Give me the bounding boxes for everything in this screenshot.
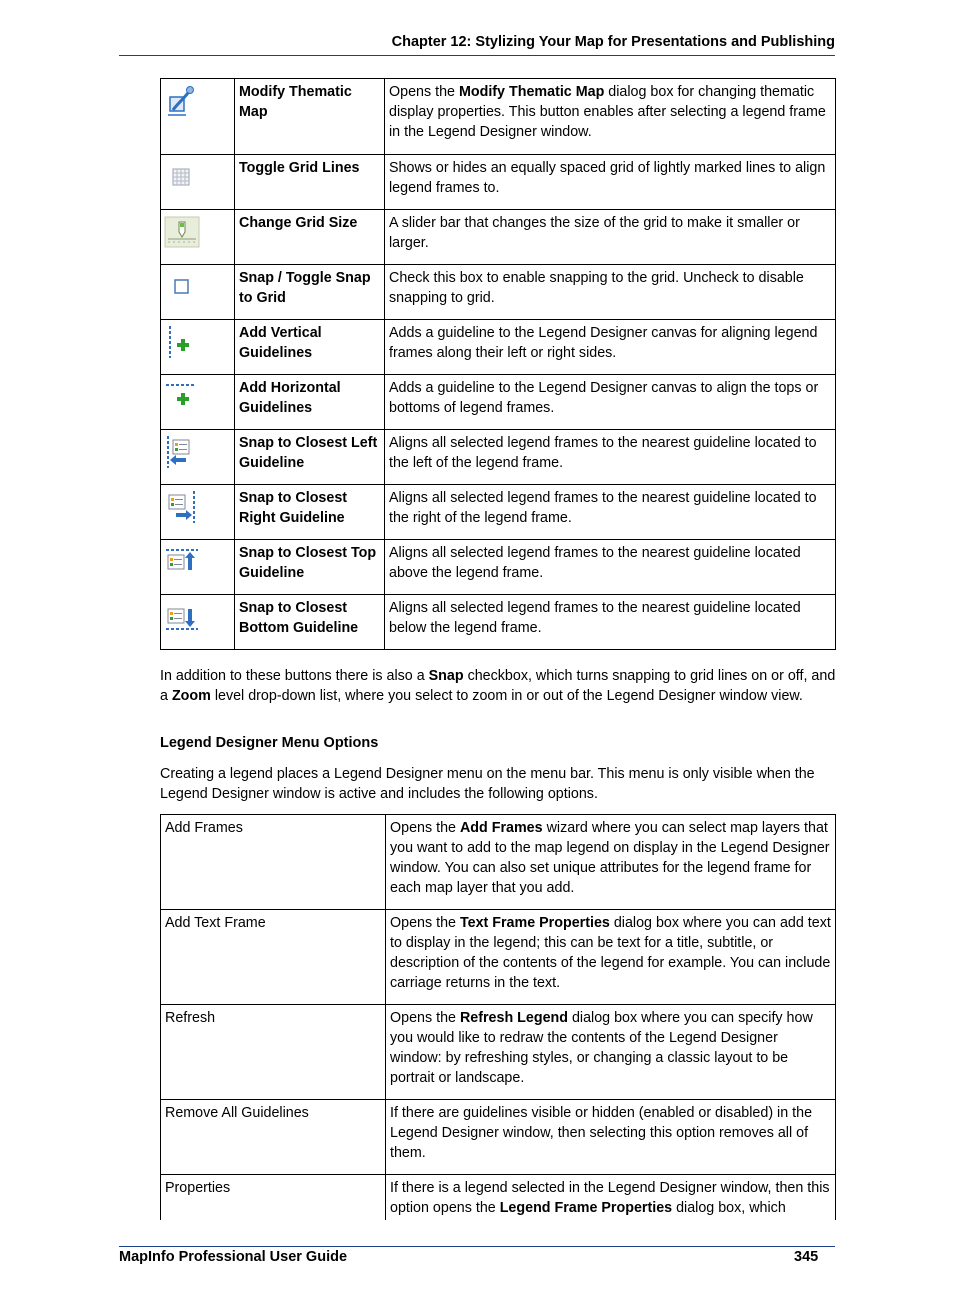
header-rule xyxy=(119,55,835,56)
table-row xyxy=(161,910,836,1005)
button-name: Snap to Closest Bottom Guideline xyxy=(235,595,385,650)
menu-option-name: Add Text Frame xyxy=(161,910,386,1005)
icon-cell xyxy=(161,265,235,320)
page-number: 345 xyxy=(794,1249,819,1265)
button-description: A slider bar that changes the size of the grid to make it smaller or larger. xyxy=(385,210,836,265)
menu-option-description: Opens the Refresh Legend dialog box where you can specify how you would like to redraw the contents of the Legend Designer window: by refreshing styles, or changing a classic layout to be portrait or landscape. xyxy=(386,1005,836,1100)
icon-cell xyxy=(161,320,235,375)
grid-icon xyxy=(164,159,200,195)
menu-option-name: Add Frames xyxy=(161,815,386,910)
vertical-guideline-icon xyxy=(164,324,200,360)
icon-cell xyxy=(161,155,235,210)
running-header: Chapter 12: Stylizing Your Map for Presentations and Publishing xyxy=(391,34,835,50)
button-name: Toggle Grid Lines xyxy=(235,155,385,210)
footer-title: MapInfo Professional User Guide xyxy=(119,1249,348,1265)
snap-right-icon xyxy=(164,489,200,525)
snap-left-icon xyxy=(164,434,200,470)
menu-option-name: Properties xyxy=(161,1175,386,1221)
table-row xyxy=(161,1005,836,1100)
menu-option-name: Refresh xyxy=(161,1005,386,1100)
menu-option-description: If there are guidelines visible or hidden (enabled or disabled) in the Legend Designer window, then selecting this option removes all of them. xyxy=(386,1100,836,1175)
menu-option-description: Opens the Add Frames wizard where you can select map layers that you want to add to the map legend on display in the Legend Designer window. You can also set unique attributes for the legend frame for each map layer that you add. xyxy=(386,815,836,910)
button-description: Shows or hides an equally spaced grid of lightly marked lines to align legend frames to. xyxy=(385,155,836,210)
section-heading: Legend Designer Menu Options xyxy=(160,735,379,751)
button-description: Opens the Modify Thematic Map dialog box for changing thematic display properties. This button enables after selecting a legend frame in the Legend Designer window. xyxy=(385,79,836,155)
table-row xyxy=(161,595,836,650)
table-row xyxy=(161,485,836,540)
button-description: Aligns all selected legend frames to the nearest guideline located below the legend frame. xyxy=(385,595,836,650)
button-description: Check this box to enable snapping to the grid. Uncheck to disable snapping to grid. xyxy=(385,265,836,320)
icon-cell xyxy=(161,485,235,540)
button-name: Change Grid Size xyxy=(235,210,385,265)
slider-icon xyxy=(164,214,200,250)
menu-option-description: If there is a legend selected in the Legend Designer window, then this option opens the Legend Frame Properties dialog box, which xyxy=(386,1175,836,1221)
table-row xyxy=(161,155,836,210)
table-row xyxy=(161,210,836,265)
icon-cell xyxy=(161,430,235,485)
horizontal-guideline-icon xyxy=(164,379,200,415)
table-row xyxy=(161,320,836,375)
button-description: Aligns all selected legend frames to the nearest guideline located to the left of the legend frame. xyxy=(385,430,836,485)
table-row xyxy=(161,79,836,155)
menu-intro-paragraph: Creating a legend places a Legend Designer menu on the menu bar. This menu is only visible when the Legend Designer window is active and includes the following options. xyxy=(160,766,815,802)
icon-cell xyxy=(161,210,235,265)
icon-cell xyxy=(161,540,235,595)
modify-thematic-icon xyxy=(164,83,200,119)
button-name: Snap to Closest Top Guideline xyxy=(235,540,385,595)
checkbox-icon xyxy=(164,269,200,305)
menu-options-table xyxy=(160,814,836,1220)
snap-bottom-icon xyxy=(164,599,200,635)
button-name: Add Horizontal Guidelines xyxy=(235,375,385,430)
snap-top-icon xyxy=(164,544,200,580)
table-row xyxy=(161,540,836,595)
button-name: Snap / Toggle Snap to Grid xyxy=(235,265,385,320)
menu-option-name: Remove All Guidelines xyxy=(161,1100,386,1175)
button-name: Snap to Closest Right Guideline xyxy=(235,485,385,540)
button-name: Add Vertical Guidelines xyxy=(235,320,385,375)
snap-zoom-paragraph: In addition to these buttons there is also a Snap checkbox, which turns snapping to grid lines on or off, and a Zoom level drop-down list, where you select to zoom in or out of the Legend Designer window view. xyxy=(160,668,836,704)
footer-rule xyxy=(119,1246,835,1247)
menu-option-description: Opens the Text Frame Properties dialog box where you can add text to display in the legend; this can be text for a title, subtitle, or description of the contents of the legend for example. You can include carriage returns in the text. xyxy=(386,910,836,1005)
table-row xyxy=(161,1175,836,1221)
menu-options-table-wrapper xyxy=(160,814,837,1220)
table-row xyxy=(161,265,836,320)
button-description: Aligns all selected legend frames to the nearest guideline located above the legend frame. xyxy=(385,540,836,595)
button-description: Adds a guideline to the Legend Designer canvas to align the tops or bottoms of legend frames. xyxy=(385,375,836,430)
button-name: Modify Thematic Map xyxy=(235,79,385,155)
button-description: Aligns all selected legend frames to the nearest guideline located to the right of the legend frame. xyxy=(385,485,836,540)
button-name: Snap to Closest Left Guideline xyxy=(235,430,385,485)
table-row xyxy=(161,1100,836,1175)
table-row xyxy=(161,815,836,910)
icon-cell xyxy=(161,595,235,650)
toolbar-buttons-table xyxy=(160,78,836,650)
button-description: Adds a guideline to the Legend Designer canvas for aligning legend frames along their left or right sides. xyxy=(385,320,836,375)
table-row xyxy=(161,430,836,485)
icon-cell xyxy=(161,79,235,155)
icon-cell xyxy=(161,375,235,430)
table-row xyxy=(161,375,836,430)
